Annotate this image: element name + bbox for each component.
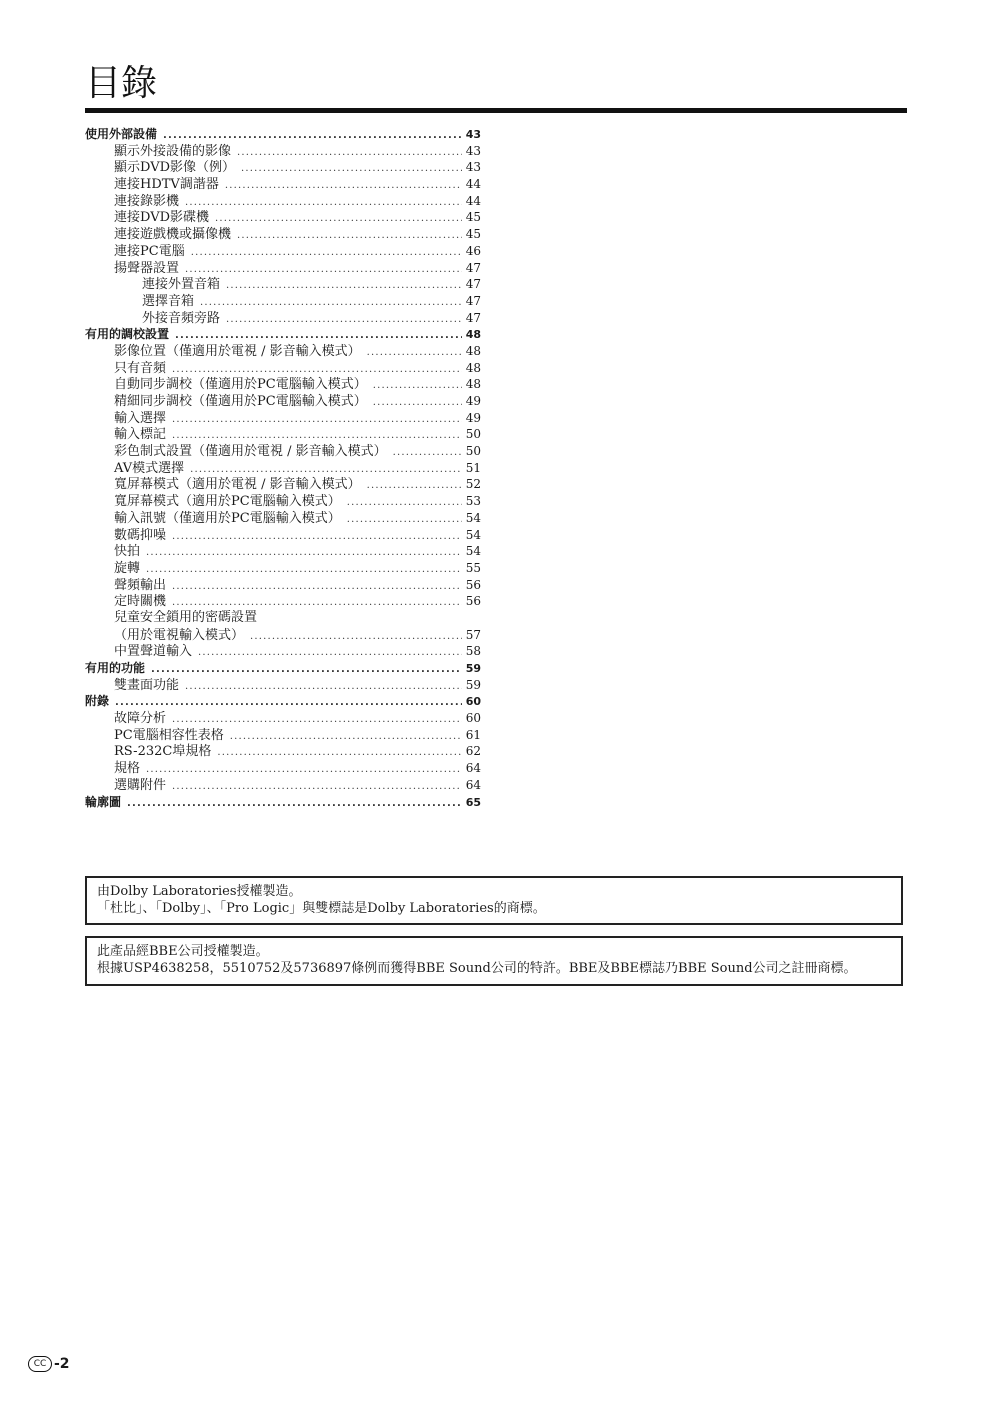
toc-entry-label: 連接外置音箱 [142, 277, 221, 293]
toc-entry-page: 64 [465, 761, 481, 776]
toc-entry-page: 60 [465, 711, 481, 726]
toc-dot-leader [185, 262, 462, 277]
toc-entry-page: 50 [465, 427, 481, 442]
toc-entry-page: 51 [465, 460, 481, 475]
toc-entry-page: 65 [465, 795, 481, 809]
toc-entry-page: 49 [465, 394, 481, 408]
toc-entry-label: 精細同步調校（僅適用於PC電腦輸入模式） [114, 394, 367, 409]
table-of-contents [85, 126, 481, 810]
toc-entry[interactable] [85, 643, 481, 660]
toc-entry[interactable] [85, 276, 481, 293]
toc-entry-page: 61 [465, 727, 481, 742]
toc-dot-leader [172, 529, 462, 544]
toc-entry-page: 55 [465, 560, 481, 575]
toc-entry-label: 連接PC電腦 [114, 243, 185, 259]
toc-dot-leader [367, 345, 462, 360]
toc-entry-page: 45 [465, 227, 481, 242]
toc-entry-label: 有用的功能 [85, 661, 146, 675]
toc-entry[interactable] [85, 560, 481, 577]
toc-dot-leader [230, 729, 462, 744]
toc-entry[interactable] [85, 193, 481, 210]
toc-entry-label: 顯示外接設備的影像 [114, 143, 232, 159]
toc-entry[interactable] [85, 226, 481, 243]
toc-entry-page: 59 [465, 662, 481, 675]
toc-dot-leader [217, 745, 461, 760]
toc-dot-leader [226, 278, 462, 293]
toc-entry-label: 彩色制式設置（僅適用於電視 / 影音輸入模式） [114, 444, 387, 460]
toc-entry[interactable] [85, 660, 481, 677]
toc-entry-page: 43 [465, 160, 481, 175]
toc-entry[interactable] [85, 410, 481, 427]
toc-entry-page: 58 [465, 644, 481, 659]
toc-entry[interactable] [85, 360, 481, 377]
toc-entry-label: 旋轉 [114, 560, 141, 576]
toc-entry-label: 規格 [114, 761, 141, 777]
toc-entry-page: 56 [465, 594, 481, 609]
toc-dot-leader [172, 712, 462, 727]
toc-dot-leader [347, 495, 462, 510]
toc-entry[interactable] [85, 476, 481, 493]
toc-entry[interactable] [85, 376, 481, 393]
toc-entry-page: 45 [465, 210, 481, 225]
toc-entry-label: 輪廓圖 [85, 794, 122, 809]
toc-entry-page: 46 [465, 243, 481, 258]
toc-entry[interactable] [85, 343, 481, 360]
toc-entry-label: 雙畫面功能 [114, 677, 180, 693]
toc-entry[interactable] [85, 610, 481, 627]
toc-entry[interactable] [85, 727, 481, 744]
toc-entry-page: 56 [465, 577, 481, 592]
toc-dot-leader [226, 312, 462, 327]
toc-entry[interactable] [85, 677, 481, 694]
language-badge: CC [28, 1356, 52, 1372]
toc-entry-page: 52 [465, 477, 481, 492]
toc-entry[interactable] [85, 426, 481, 443]
toc-entry-label: AV模式選擇 [114, 460, 185, 476]
toc-entry-label: 附錄 [85, 694, 110, 709]
toc-entry-label: 聲頻輸出 [114, 577, 167, 593]
toc-entry-page: 59 [465, 677, 481, 692]
toc-entry-page: 62 [465, 744, 481, 759]
notice-line: 「杜比」、「Dolby」、「Pro Logic」與雙標誌是Dolby Laboratories的商標。 [97, 901, 546, 916]
toc-dot-leader [185, 195, 462, 210]
toc-entry-page: 54 [465, 510, 481, 525]
toc-dot-leader [250, 629, 462, 644]
toc-entry-page: 48 [465, 377, 481, 392]
toc-entry-label: 選擇音箱 [142, 293, 195, 309]
toc-entry-label: 連接DVD影碟機 [114, 210, 210, 226]
toc-dot-leader [200, 295, 462, 310]
toc-dot-leader [175, 328, 462, 343]
dolby-notice [85, 876, 903, 925]
toc-dot-leader [198, 645, 462, 660]
toc-entry[interactable] [85, 326, 481, 343]
toc-dot-leader [373, 378, 462, 393]
toc-dot-leader [190, 462, 462, 477]
toc-entry-label: 連接錄影機 [114, 193, 180, 209]
toc-entry[interactable] [85, 593, 481, 610]
toc-entry-page: 43 [465, 128, 481, 141]
toc-entry[interactable] [85, 176, 481, 193]
toc-dot-leader [225, 178, 462, 193]
bbe-notice [85, 936, 903, 986]
page-footer [28, 1356, 70, 1372]
toc-entry-page: 47 [465, 260, 481, 275]
toc-dot-leader [393, 445, 462, 460]
toc-dot-leader [146, 562, 462, 577]
toc-dot-leader [172, 362, 462, 377]
toc-dot-leader [172, 595, 462, 610]
toc-entry-label: 選購附件 [114, 777, 167, 793]
page-number: -2 [54, 1356, 70, 1372]
toc-entry-label: 連接遊戲機或攝像機 [114, 227, 232, 243]
toc-entry-label: 輸入標記 [114, 427, 167, 443]
toc-entry-page: 47 [465, 310, 481, 325]
toc-entry-label: 自動同步調校（僅適用於PC電腦輸入模式） [114, 377, 367, 393]
toc-entry-page: 54 [465, 527, 481, 542]
toc-dot-leader [127, 796, 462, 811]
toc-entry-label: 輸入訊號（僅適用於PC電腦輸入模式） [114, 510, 341, 526]
toc-entry-label: 中置聲道輸入 [114, 644, 193, 660]
toc-dot-leader [185, 679, 462, 694]
toc-dot-leader [215, 211, 462, 226]
toc-entry-page: 48 [465, 328, 481, 342]
toc-entry[interactable] [85, 209, 481, 226]
toc-entry-page: 44 [465, 177, 481, 192]
toc-entry[interactable] [85, 126, 481, 143]
toc-dot-leader [241, 161, 462, 176]
toc-entry[interactable] [85, 493, 481, 510]
toc-entry[interactable] [85, 460, 481, 477]
toc-entry[interactable] [85, 260, 481, 277]
toc-entry-label: 影像位置（僅適用於電視 / 影音輸入模式） [114, 343, 361, 359]
toc-entry[interactable] [85, 159, 481, 176]
toc-entry-label: 顯示DVD影像（例） [114, 160, 236, 176]
toc-entry[interactable] [85, 143, 481, 160]
toc-entry-label: 連接HDTV調諧器 [114, 177, 219, 193]
title-rule [85, 108, 907, 113]
toc-entry-label: 使用外部設備 [85, 127, 158, 141]
toc-entry-label: 快拍 [114, 544, 141, 560]
toc-entry[interactable] [85, 760, 481, 777]
toc-entry-page: 53 [465, 494, 481, 509]
toc-entry[interactable] [85, 527, 481, 544]
toc-entry-label: 輸入選擇 [114, 410, 167, 426]
toc-entry[interactable] [85, 393, 481, 410]
toc-entry-page: 48 [465, 360, 481, 375]
toc-entry-page: 54 [465, 544, 481, 559]
toc-entry-label: 寬屏幕模式（適用於電視 / 影音輸入模式） [114, 477, 361, 493]
toc-entry-page: 47 [465, 277, 481, 292]
toc-dot-leader [347, 512, 462, 527]
toc-entry-label: 有用的調校設置 [85, 327, 170, 342]
page-title: 目錄 [85, 63, 158, 104]
toc-dot-leader [115, 695, 462, 710]
toc-entry-page: 49 [465, 410, 481, 425]
toc-dot-leader [172, 579, 462, 594]
toc-dot-leader [151, 662, 462, 677]
toc-entry-label: 外接音頻旁路 [142, 310, 221, 326]
toc-entry-label: 只有音頻 [114, 360, 167, 376]
toc-entry[interactable] [85, 710, 481, 727]
toc-entry-page: 47 [465, 293, 481, 308]
toc-dot-leader [172, 779, 462, 794]
toc-entry-page: 44 [465, 193, 481, 208]
toc-entry[interactable] [85, 693, 481, 710]
toc-entry[interactable] [85, 777, 481, 794]
toc-entry-label: PC電腦相容性表格 [114, 727, 224, 743]
toc-entry[interactable] [85, 310, 481, 327]
toc-entry-label: 定時關機 [114, 594, 167, 610]
toc-entry-page: 57 [465, 627, 481, 642]
toc-entry-label: 故障分析 [114, 711, 167, 727]
toc-dot-leader [163, 128, 462, 143]
toc-dot-leader [146, 545, 462, 560]
toc-dot-leader [237, 228, 462, 243]
toc-entry-label: （用於電視輸入模式） [114, 627, 245, 643]
toc-entry-label: RS-232C埠規格 [114, 744, 212, 760]
toc-entry[interactable] [85, 577, 481, 594]
toc-entry[interactable] [85, 627, 481, 644]
notice-line: 由Dolby Laboratories授權製造。 [97, 884, 302, 899]
toc-entry-label: 揚聲器設置 [114, 260, 180, 276]
notice-line: 根據USP4638258，5510752及5736897條例而獲得BBE Sound公司的特許。BBE及BBE標誌乃BBE Sound公司之註冊商標。 [97, 961, 857, 976]
toc-entry-page: 50 [465, 444, 481, 459]
toc-entry-page: 60 [465, 695, 481, 709]
toc-dot-leader [367, 478, 462, 493]
toc-dot-leader [237, 145, 462, 160]
toc-dot-leader [172, 412, 462, 427]
toc-entry[interactable] [85, 543, 481, 560]
toc-entry[interactable] [85, 794, 481, 811]
toc-dot-leader [146, 762, 462, 777]
toc-entry-label: 寬屏幕模式（適用於PC電腦輸入模式） [114, 494, 341, 510]
toc-dot-leader [172, 428, 462, 443]
toc-entry-page: 64 [465, 777, 481, 792]
toc-entry[interactable] [85, 743, 481, 760]
toc-entry-page: 48 [465, 343, 481, 358]
toc-entry-label: 兒童安全鎖用的密碼設置 [114, 609, 258, 625]
toc-entry[interactable] [85, 443, 481, 460]
toc-entry-label: 數碼抑噪 [114, 527, 167, 543]
notice-line: 此產品經BBE公司授權製造。 [97, 944, 269, 959]
toc-entry[interactable] [85, 243, 481, 260]
toc-entry[interactable] [85, 293, 481, 310]
toc-dot-leader [373, 395, 462, 410]
toc-dot-leader [191, 245, 462, 260]
toc-entry[interactable] [85, 510, 481, 527]
toc-entry-page: 43 [465, 143, 481, 158]
